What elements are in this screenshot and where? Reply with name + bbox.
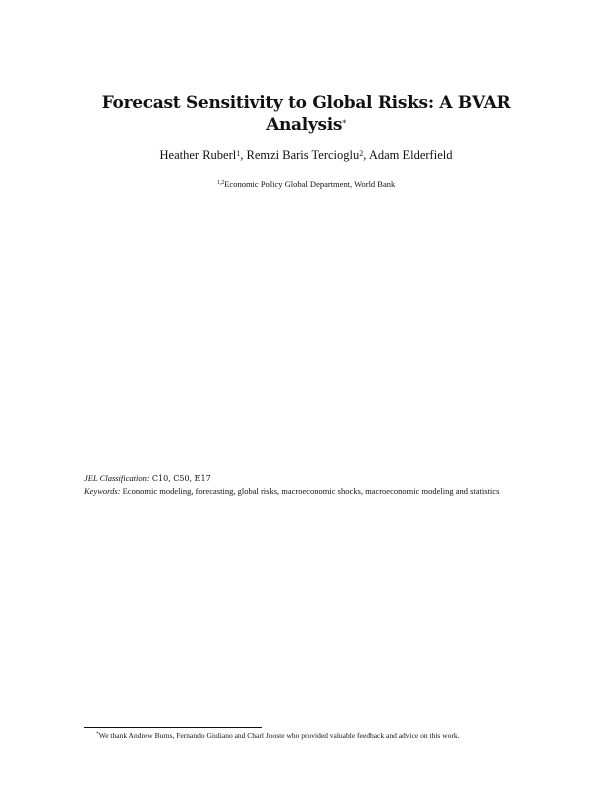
author-marker: 2 (359, 149, 364, 158)
footnote-text: We thank Andrew Burns, Fernando Giuliano and Charl Jooste who provided valuable feedback and advice on this work. (98, 731, 460, 740)
acknowledgement-footnote (84, 731, 532, 741)
footnote-divider (84, 727, 262, 728)
paper-title (90, 92, 522, 136)
keywords-label: Keywords: (84, 485, 121, 496)
author-separator: , (363, 148, 369, 162)
author-name: Heather Ruberl (159, 148, 237, 162)
keywords-value: Economic modeling, forecasting, global risks, macroeconomic shocks, macroeconomic modeling and statistics (122, 485, 500, 496)
author-separator: , (240, 148, 247, 162)
author-name: Remzi Baris Tercioglu (246, 148, 360, 162)
title-footnote-marker: * (342, 119, 346, 128)
classification-block (84, 473, 532, 497)
affiliation (80, 178, 532, 190)
paper-title-text: Forecast Sensitivity to Global Risks: A BVAR Analysis (101, 93, 511, 135)
affiliation-marker: 1,2 (216, 180, 225, 186)
footnote-marker: * (96, 731, 99, 737)
affiliation-text: Economic Policy Global Department, World Bank (224, 179, 396, 189)
keywords (84, 486, 532, 497)
author-name: Adam Elderfield (368, 148, 453, 162)
author-marker: 1 (236, 149, 241, 158)
jel-value: C10, C50, E17 (151, 474, 211, 483)
author-list (80, 147, 532, 163)
jel-classification (84, 473, 532, 485)
jel-label: JEL Classification: (84, 473, 150, 483)
